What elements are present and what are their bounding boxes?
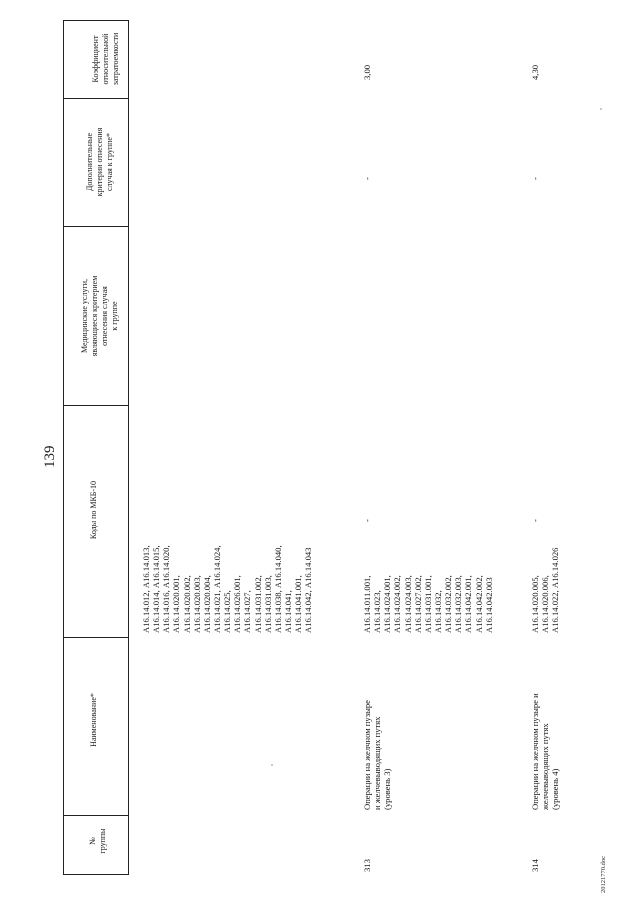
row-313-coefficient: 3,00 — [362, 64, 372, 80]
service-code-line: А16.14.025, — [222, 590, 233, 633]
service-code-line: А16.14.020.001, — [171, 575, 182, 633]
service-code-line: А16.14.016, А16.14.020, — [161, 545, 172, 633]
service-code-line: А16.14.041, — [282, 590, 293, 633]
row-313-number: 313 — [362, 859, 372, 872]
table-border-left — [63, 20, 64, 875]
service-code-line: А16.14.020.003, — [191, 575, 202, 633]
page-number: 139 — [42, 445, 58, 468]
service-code-line: А16.14.022, А16.14.026 — [550, 547, 561, 633]
service-code-line: А16.14.038, А16.14.040, — [272, 545, 283, 633]
service-code-line: А16.14.041.001, — [293, 575, 304, 633]
service-code-line: А16.14.024.001, — [382, 575, 393, 633]
table-border-top — [63, 20, 129, 21]
continued-services — [141, 403, 313, 633]
service-code-line: А16.14.020.006, — [540, 575, 551, 633]
service-code-line: А16.14.031.001, — [422, 575, 433, 633]
col-sep-2 — [63, 226, 129, 227]
service-code-line: А16.14.012, А16.14.013, — [141, 545, 151, 633]
header-med-services: Медицинские услуги, являющиеся критерием отнесения случая к группе — [80, 275, 119, 357]
col-sep-1 — [63, 98, 129, 99]
service-code-line: А16.14.032, — [432, 590, 443, 633]
header-mkb-codes: Коды по МКБ-10 — [89, 480, 98, 540]
footer-filename: 20121770.doc — [600, 855, 607, 893]
service-code-line: А16.14.031.002, — [252, 575, 263, 633]
service-code-line: А16.14.042.002, — [473, 575, 484, 633]
table-border-bottom — [63, 874, 129, 875]
service-code-line: А16.14.042.003 — [483, 577, 494, 633]
service-code-line: А16.14.020.002, — [181, 575, 192, 633]
service-code-line: А16.14.027.002, — [412, 575, 423, 633]
service-code-line: А16.14.020.005, — [530, 575, 540, 633]
row-313-services — [362, 403, 494, 633]
col-sep-4 — [63, 637, 129, 638]
scan-speck — [271, 764, 273, 766]
header-coefficient: Коэффициент относительной затратоемкости — [91, 32, 120, 86]
col-sep-5 — [63, 815, 129, 816]
row-314-mkb: - — [530, 519, 540, 522]
row-313-mkb: - — [362, 519, 372, 522]
scan-speck — [600, 108, 602, 110]
service-code-line: А16.14.021, А16.14.024, — [211, 545, 222, 633]
service-code-line: А16.14.026.001, — [232, 575, 243, 633]
service-code-line: А16.14.027, — [242, 590, 253, 633]
header-name: Наименование* — [89, 693, 98, 747]
col-sep-3 — [63, 405, 129, 406]
service-code-line: А16.14.042.001, — [463, 575, 474, 633]
table-header-separator — [128, 20, 129, 875]
header-group-number: № группы — [88, 828, 107, 854]
service-code-line: А16.14.042, А16.14.043 — [303, 547, 314, 633]
row-314-extra: - — [530, 177, 540, 180]
service-code-line: А16.14.011.001, — [362, 575, 372, 633]
service-code-line: А16.14.032.003, — [453, 575, 464, 633]
service-code-line: А16.14.024.002, — [392, 575, 403, 633]
service-code-line: А16.14.023, — [372, 590, 383, 633]
row-314-number: 314 — [530, 859, 540, 872]
row-314-coefficient: 4,30 — [530, 64, 540, 80]
row-313-name: Операции на желчном пузыре и желчевыводящих путях (уровень 3) — [362, 700, 393, 810]
row-314-services — [530, 403, 560, 633]
service-code-line: А16.14.014, А16.14.015, — [151, 545, 162, 633]
service-code-line: А16.14.024.003, — [402, 575, 413, 633]
service-code-line: А16.14.031.003, — [262, 575, 273, 633]
row-314-name: Операции на желчном пузыре и желчевыводящих путях (уровень 4) — [530, 693, 561, 810]
row-313-extra: - — [362, 177, 372, 180]
header-extra-criteria: Дополнительные критерии отнесения случая к группе* — [85, 127, 114, 197]
service-code-line: А16.14.032.002, — [443, 575, 454, 633]
service-code-line: А16.14.020.004, — [201, 575, 212, 633]
